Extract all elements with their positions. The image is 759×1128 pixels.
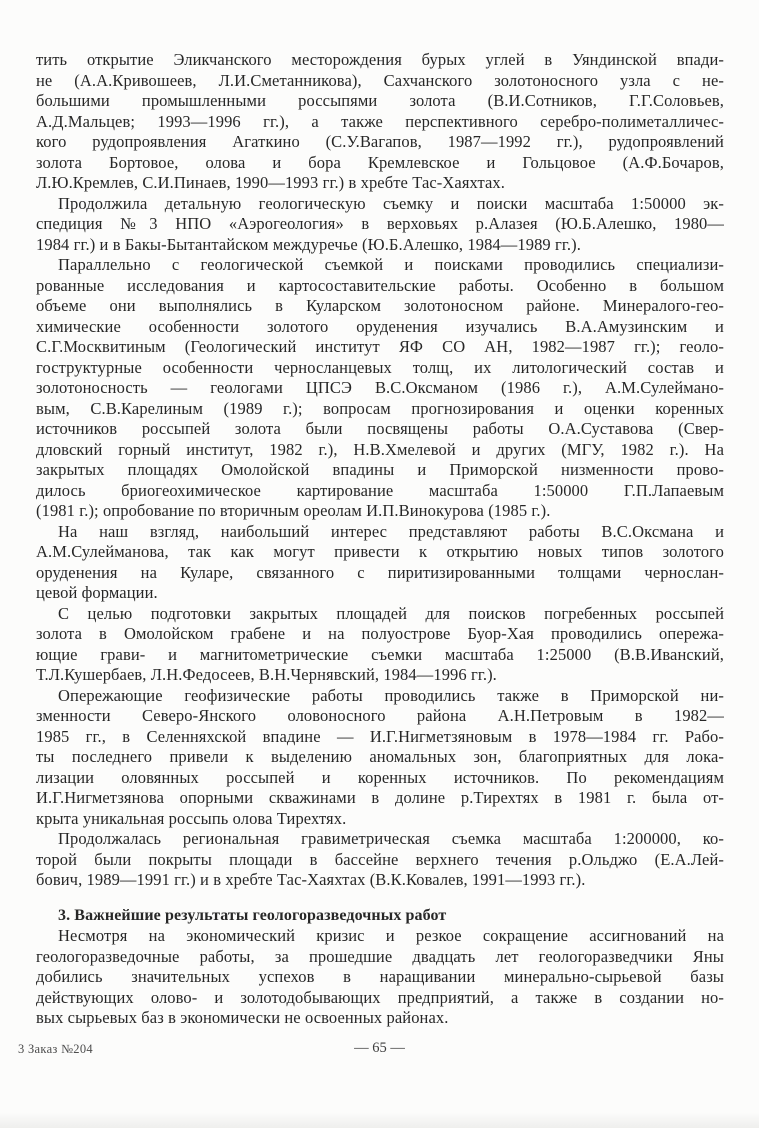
text-line: не (А.А.Кривошеев, Л.И.Сметанникова), Сахчанского золотоносного узла с не- xyxy=(36,70,724,90)
text-line: химические особенности золотого оруденения изучались В.А.Амузинским и xyxy=(36,316,724,336)
text-line: И.Г.Нигметзянова опорными скважинами в долине р.Тирехтях в 1981 г. была от- xyxy=(36,788,724,807)
text-line: С целью подготовки закрытых площадей для поисков погребенных россыпей xyxy=(58,603,724,623)
text-line: действующих олово- и золотодобывающих предприятий, а также в создании но- xyxy=(36,987,724,1007)
text-line: А.М.Сулейманова, так как могут привести к открытию новых типов золотого xyxy=(36,542,724,561)
paragraph xyxy=(36,50,724,194)
text-line: крыта уникальная россыпь олова Тирехтях. xyxy=(36,808,347,828)
text-line: На наш взгляд, наибольший интерес представляют работы В.С.Оксмана и xyxy=(58,521,724,541)
text-line: оруденения на Куларе, связанного с пиритизированными толщами чернослан- xyxy=(36,562,724,582)
text-line: гоструктурные особенности черносланцевых толщ, их литологический состав и xyxy=(36,357,724,377)
text-line: зменности Северо-Янского оловоносного района А.Н.Петровым в 1982— xyxy=(36,706,724,725)
text-line: вым, С.В.Карелиным (1989 г.); вопросам прогнозирования и оценки коренных xyxy=(36,398,724,418)
text-line: Параллельно с геологической съемкой и поисками проводились специализи- xyxy=(58,255,724,274)
paragraph xyxy=(36,522,724,604)
paragraph xyxy=(36,604,724,686)
text-line: дилось бриогеохимическое картирование масштаба 1:50000 Г.П.Лапаевым xyxy=(36,480,724,500)
text-line: золота в Омолойском грабене и на полуострове Буор-Хая проводились опережа- xyxy=(36,624,724,643)
page-body xyxy=(36,50,724,1029)
text-line: (1981 г.); опробование по вторичным ореолам И.П.Винокурова (1985 г.). xyxy=(36,501,551,520)
text-line: лизации оловянных россыпей и коренных источников. По рекомендациям xyxy=(36,767,724,787)
text-line: ющие грави- и магнитометрические съемки масштаба 1:25000 (В.В.Иванский, xyxy=(36,644,724,664)
text-line: объеме они выполнялись в Куларском золотоносном районе. Минералого-гео- xyxy=(36,296,724,315)
page-number: — 65 — xyxy=(354,1040,405,1056)
text-line: золота Бортовое, олова и бора Кремлевское и Гольцовое (А.Ф.Бочаров, xyxy=(36,152,724,172)
text-line: закрытых площадях Омолойской впадины и Приморской низменности прово- xyxy=(36,460,724,479)
text-line: 3. Важнейшие результаты геологоразведочных работ xyxy=(58,906,447,924)
text-line: 1985 гг., в Селенняхской впадине — И.Г.Нигметзяновым в 1978—1984 гг. Рабо- xyxy=(36,726,724,746)
text-line: цевой формации. xyxy=(36,583,158,602)
text-line: большими промышленными россыпями золота (В.И.Сотников, Г.Г.Соловьев, xyxy=(36,91,724,110)
text-line: С.Г.Москвитиным (Геологический институт ЯФ СО АН, 1982—1987 гг.); геоло- xyxy=(36,337,724,356)
text-line: золотоносность — геологами ЦПСЭ В.С.Оксманом (1986 г.), А.М.Сулеймано- xyxy=(36,378,724,397)
paragraph xyxy=(36,255,724,522)
paragraph xyxy=(36,829,724,891)
paragraph xyxy=(36,686,724,830)
text-line: тить открытие Эликчанского месторождения бурых углей в Уяндинской впади- xyxy=(36,50,724,69)
text-line: вых сырьевых баз в экономически не освоенных районах. xyxy=(36,1008,449,1027)
text-line: торой были покрыты площади в бассейне верхнего течения р.Ольджо (Е.А.Лей- xyxy=(36,849,724,869)
text-line: рованные исследования и картосоставительские работы. Особенно в большом xyxy=(36,275,724,295)
text-line: А.Д.Мальцев; 1993—1996 гг.), а также перспективного серебро-полиметалличес- xyxy=(36,111,724,131)
section-heading xyxy=(36,906,724,927)
text-line: источников россыпей золота были посвящены работы О.А.Суставова (Свер- xyxy=(36,419,724,438)
text-line: Несмотря на экономический кризис и резкое сокращение ассигнований на xyxy=(58,926,724,945)
text-line: дловский горный институт, 1982 г.), Н.В.Хмелевой и других (МГУ, 1982 г.). На xyxy=(36,439,724,459)
text-line: 1984 гг.) и в Бакы-Бытантайском междуречье (Ю.Б.Алешко, 1984—1989 гг.). xyxy=(36,234,581,254)
text-line: геологоразведочные работы, за прошедшие двадцать лет геологоразведчики Яны xyxy=(36,946,724,966)
text-line: Опережающие геофизические работы проводились также в Приморской ни- xyxy=(58,685,724,705)
scan-edge-shadow xyxy=(0,1112,759,1128)
text-line: Продолжила детальную геологическую съемку и поиски масштаба 1:50000 эк- xyxy=(58,193,724,213)
text-line: Т.Л.Кушербаев, Л.Н.Федосеев, В.Н.Чернявский, 1984—1996 гг.). xyxy=(36,665,497,684)
text-line: Л.Ю.Кремлев, С.И.Пинаев, 1990—1993 гг.) в хребте Тас-Хаяхтах. xyxy=(36,173,505,192)
text-line: кого рудопроявления Агаткино (С.У.Вагапов, 1987—1992 гг.), рудопроявлений xyxy=(36,132,724,151)
text-line: Продолжалась региональная гравиметрическая съемка масштаба 1:200000, ко- xyxy=(58,829,724,848)
paragraph xyxy=(36,926,724,1029)
text-line: ты последнего привели к выделению аномальных зон, благоприятных для лока- xyxy=(36,747,724,766)
text-line: спедиция №3 НПО «Аэрогеология» в верховьях р.Алазея (Ю.Б.Алешко, 1980— xyxy=(36,214,724,233)
text-line: бович, 1989—1991 гг.) и в хребте Тас-Хаяхтах (В.К.Ковалев, 1991—1993 гг.). xyxy=(36,870,586,889)
print-signature: 3 Заказ №204 xyxy=(18,1042,93,1056)
paragraph xyxy=(36,194,724,256)
text-line: добились значительных успехов в наращивании минерально-сырьевой базы xyxy=(36,967,724,986)
